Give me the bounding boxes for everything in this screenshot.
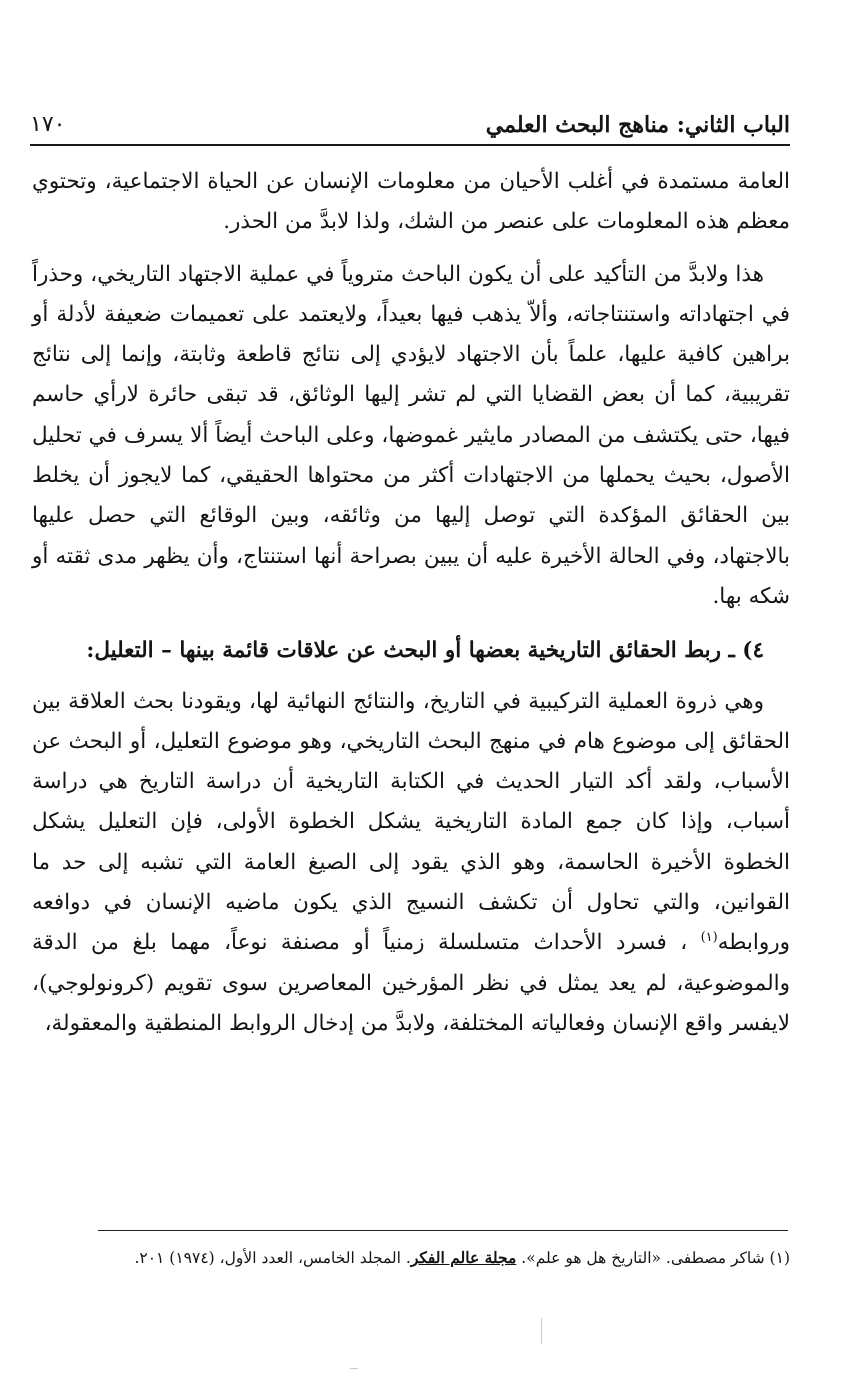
footnote-citation: (١) شاكر مصطفى. «التاريخ هل هو علم».: [516, 1249, 790, 1267]
page-number: ١٧٠: [30, 112, 66, 137]
scan-artifact: [350, 1368, 358, 1369]
footnote: [88, 1246, 790, 1270]
footnote-divider: [98, 1230, 788, 1231]
paragraph-caution: هذا ولابدَّ من التأكيد على أن يكون الباحث متروياً في عملية الاجتهاد التاريخي، وحذراً في اجتهاداته واستنتاجاته، وألاّ يذهب فيها بعيداً، ولايعتمد على تعميمات ضعيفة لأدلة أو براهين كافية عليها، علماً بأن الاجتهاد لايؤدي إلى نتائج قاطعة وثابتة، وإنما إلى نتائج تقريبية، كما أن بعض القضايا التي لم تشر إليها الوثائق، قد تبقى حائرة لارأي حاسم فيها، حتى يكتشف من المصادر مايثير غموضها، وعلى الباحث أيضاً ألا يسرف في تحليل الأصول، بحيث يحملها من الاجتهادات أكثر من محتواها الحقيقي، كما لايجوز أن يخلط بين الحقائق المؤكدة التي توصل إليها من وثائقه، وبين الوقائع التي حصل عليها بالاجتهاد، وفي الحالة الأخيرة عليه أن يبين بصراحة أنها استنتاج، وأن يظهر مدى ثقته أو شكه بها.: [32, 261, 790, 609]
footnote-reference: (١): [700, 930, 718, 946]
footnote-journal: مجلة عالم الفكر: [410, 1248, 517, 1267]
paragraph-continuation: العامة مستمدة في أغلب الأحيان من معلومات الإنسان عن الحياة الاجتماعية، وتحتوي معظم هذه المعلومات على عنصر من الشك، ولذا لابدَّ من الحذر.: [32, 169, 790, 235]
chapter-title: الباب الثاني: مناهج البحث العلمي: [485, 112, 790, 138]
running-head: [30, 108, 790, 146]
paragraph-causation: [32, 682, 790, 1045]
paragraph-causation-part-1: وهي ذروة العملية التركيبية في التاريخ، والنتائج النهائية لها، ويقودنا بحث العلاقة بين الحقائق إلى موضوع هام في منهج البحث التاريخي، وهو موضوع التعليل، أو البحث عن الأسباب، ولقد أكد التيار الحديث في الكتابة التاريخية أن دراسة التاريخ هي دراسة أسباب، وإذا كان جمع المادة التاريخية يشكل الخطوة الأولى، فإن التعليل يشكل الخطوة الأخيرة الحاسمة، وهو الذي يقود إلى الصيغ العامة التي تشبه إلى حد ما القوانين، والتي تحاول أن تكشف النسيج الذي يكون ماضيه الإنسان في دوافعه وروابطه: [32, 688, 790, 956]
paragraph-causation-part-2: ، فسرد الأحداث متسلسلة زمنياً أو مصنفة نوعاً، مهما بلغ من الدقة والموضوعية، لم يعد يمثل في نظر المؤرخين المعاصرين سوى تقويم (كرونولوجي)، لايفسر واقع الإنسان وفعالياته المختلفة، ولابدَّ من إدخال الروابط المنطقية والمعقولة،: [32, 930, 790, 1036]
footnote-details: . المجلد الخامس، العدد الأول، (١٩٧٤) ٢٠١.: [134, 1249, 411, 1267]
body-text: [32, 162, 790, 1044]
section-heading: ٤) ـ ربط الحقائق التاريخية بعضها أو البحث عن علاقات قائمة بينها – التعليل:: [86, 638, 764, 664]
scan-artifact: [541, 1318, 542, 1344]
